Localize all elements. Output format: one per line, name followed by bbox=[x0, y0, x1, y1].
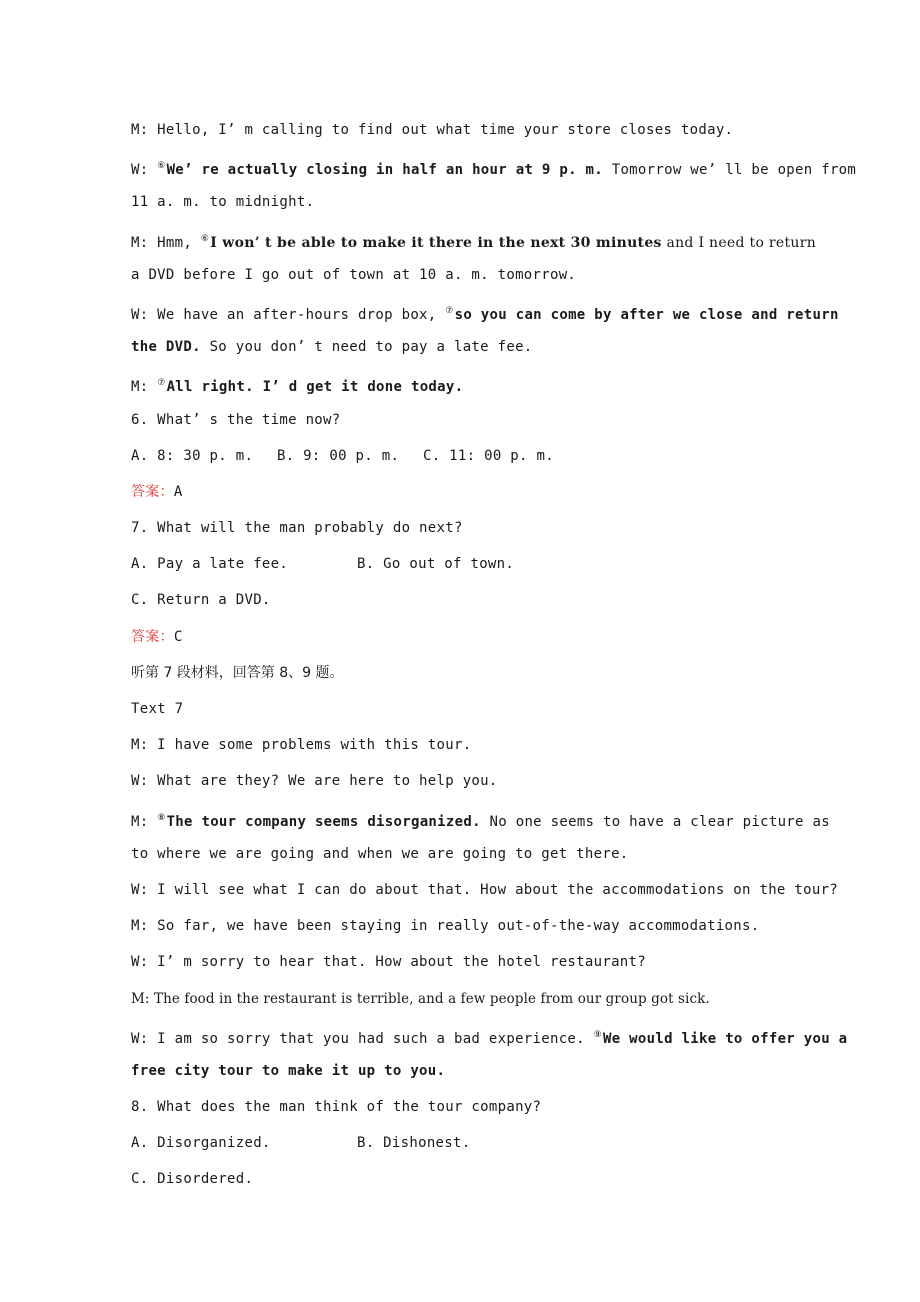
option-b: B. 9: 00 p. m. bbox=[277, 447, 400, 464]
dialogue-text: to where we are going and when we are going to get there. bbox=[131, 845, 629, 862]
dialogue-line bbox=[131, 298, 839, 334]
option-b: B. Dishonest. bbox=[357, 1135, 471, 1152]
dialogue-text: M: So far, we have been staying in really out-of-the-way accommodations. bbox=[131, 918, 760, 935]
highlighted-text: We would like to offer you a bbox=[603, 1030, 848, 1047]
options-line bbox=[131, 551, 791, 587]
section-title-text: Text 7 bbox=[131, 701, 184, 717]
instruction-text: 听第 7 段材料，回答第 8、9 题。 bbox=[131, 664, 344, 681]
highlighted-text: The tour company seems disorganized. bbox=[166, 813, 481, 830]
dialogue-line bbox=[131, 334, 791, 370]
question-text: 7. What will the man probably do next? bbox=[131, 520, 463, 537]
dialogue-line bbox=[131, 189, 791, 225]
options-line bbox=[131, 587, 791, 623]
dialogue-line bbox=[131, 949, 791, 985]
highlighted-text: We’ re actually closing in half an hour at 9 p. m. bbox=[166, 162, 603, 179]
answer-value: A bbox=[173, 483, 183, 500]
note-marker: ⑦ bbox=[157, 378, 166, 389]
dialogue-text: W: I’ m sorry to hear that. How about the hotel restaurant? bbox=[131, 954, 646, 971]
highlighted-text: the DVD. bbox=[131, 339, 201, 356]
dialogue-line bbox=[131, 732, 791, 768]
dialogue-text: M: The food in the restaurant is terrible, and a few people from our group got sick. bbox=[131, 990, 710, 1007]
question-line bbox=[131, 1094, 791, 1130]
note-marker: ⑧ bbox=[157, 812, 166, 823]
dialogue-line bbox=[131, 913, 791, 949]
dialogue-line bbox=[131, 986, 791, 1022]
option-a: A. 8: 30 p. m. bbox=[131, 447, 254, 464]
note-marker: ⑥ bbox=[200, 233, 210, 244]
dialogue-text: W: I am so sorry that you had such a bad experience. bbox=[131, 1030, 594, 1047]
highlighted-text: All right. I’ d get it done today. bbox=[166, 379, 464, 396]
dialogue-line bbox=[131, 1022, 848, 1058]
highlighted-text: I won’ t be able to make it there in the next 30 minutes bbox=[210, 234, 662, 251]
options-line bbox=[131, 443, 791, 479]
question-line bbox=[131, 407, 791, 443]
dialogue-line bbox=[131, 1058, 791, 1094]
option-c: C. Disordered. bbox=[131, 1171, 254, 1188]
question-line bbox=[131, 515, 791, 551]
question-text: 8. What does the man think of the tour company? bbox=[131, 1099, 542, 1116]
dialogue-line bbox=[131, 370, 791, 406]
dialogue-line bbox=[131, 877, 839, 913]
options-line bbox=[131, 1130, 791, 1166]
dialogue-text: and I need to return bbox=[661, 234, 817, 251]
note-marker: ⑨ bbox=[593, 1029, 602, 1040]
option-c: C. Return a DVD. bbox=[131, 592, 271, 609]
dialogue-text: W: We have an after-hours drop box, bbox=[131, 306, 446, 323]
speaker-label: M: bbox=[131, 813, 158, 830]
highlighted-text: free city tour to make it up to you. bbox=[131, 1062, 446, 1079]
highlighted-text: so you can come by after we close and return bbox=[454, 306, 839, 323]
dialogue-line bbox=[131, 841, 791, 877]
dialogue-text: So you don’ t need to pay a late fee. bbox=[200, 339, 533, 356]
option-a: A. Disorganized. bbox=[131, 1135, 271, 1152]
instruction-line bbox=[131, 660, 791, 696]
option-a: A. Pay a late fee. bbox=[131, 556, 289, 573]
option-b: B. Go out of town. bbox=[357, 556, 515, 573]
answer-line bbox=[131, 624, 791, 660]
speaker-label: M: Hmm, bbox=[131, 234, 201, 251]
dialogue-line bbox=[131, 226, 817, 262]
dialogue-text: W: What are they? We are here to help you. bbox=[131, 773, 498, 790]
note-marker: ⑥ bbox=[157, 161, 166, 172]
dialogue-line bbox=[131, 117, 791, 153]
speaker-label: W: bbox=[131, 162, 158, 179]
speaker-label: M: bbox=[131, 379, 158, 396]
dialogue-text: M: I have some problems with this tour. bbox=[131, 737, 472, 754]
answer-line bbox=[131, 479, 791, 515]
dialogue-text: M: Hello, I’ m calling to find out what time your store closes today. bbox=[131, 122, 734, 138]
dialogue-text: W: I will see what I can do about that. How about the accommodations on the tour? bbox=[131, 881, 839, 898]
dialogue-text: 11 a. m. to midnight. bbox=[131, 194, 315, 211]
dialogue-text: No one seems to have a clear picture as bbox=[480, 813, 830, 830]
dialogue-text: a DVD before I go out of town at 10 a. m. tomorrow. bbox=[131, 266, 577, 283]
note-marker: ⑦ bbox=[445, 305, 454, 316]
answer-label: 答案： bbox=[131, 628, 174, 645]
document-page bbox=[131, 117, 857, 1203]
question-text: 6. What’ s the time now? bbox=[131, 411, 341, 428]
option-c: C. 11: 00 p. m. bbox=[423, 447, 554, 464]
dialogue-line bbox=[131, 805, 830, 841]
options-line bbox=[131, 1166, 791, 1202]
dialogue-line bbox=[131, 262, 791, 298]
section-title bbox=[131, 696, 791, 732]
dialogue-line bbox=[131, 153, 857, 189]
answer-value: C bbox=[173, 628, 183, 645]
answer-label: 答案： bbox=[131, 483, 174, 500]
dialogue-line bbox=[131, 768, 791, 804]
dialogue-text: Tomorrow we’ ll be open from bbox=[603, 162, 857, 179]
